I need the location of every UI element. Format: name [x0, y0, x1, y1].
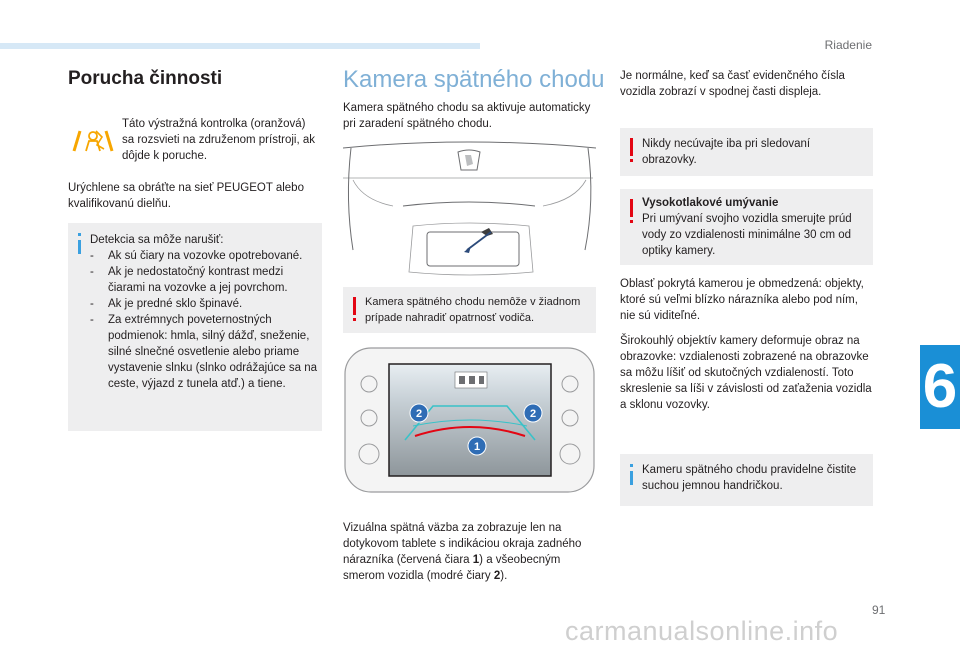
- red-line-label: 1: [473, 441, 481, 453]
- screen-caption: Vizuálna spätná väzba za zobrazuje len na dotykovom tablete s indikáciou okraja zadného nárazníka (červená čiara 1) a všeobecným smerom vozidla (modré čiary 2).: [343, 522, 582, 582]
- touchscreen-illustration: [343, 346, 596, 494]
- section-label: Riadenie: [824, 38, 872, 52]
- plate-visible-text: Je normálne, keď sa časť evidenčného čísla vozidla zobrazí v spodnej časti displeja.: [620, 70, 845, 98]
- list-item: - Ak je predné sklo špinavé.: [90, 296, 318, 312]
- warning-text: Pri umývaní svojho vozidla smerujte prúd vody zo vzdialenosti minimálne 30 cm od optiky kamery.: [642, 213, 852, 257]
- camera-intro: Kamera spätného chodu sa aktivuje automaticky pri zaradení spätného chodu.: [343, 102, 591, 130]
- chapter-number: 6: [922, 352, 958, 421]
- camera-area-text: Oblasť pokrytá kamerou je obmedzená: objekty, ktoré sú veľmi blízko nárazníka alebo pod ním, nie sú viditeľné.: [620, 278, 864, 322]
- blue-line-label-right: 2: [529, 408, 537, 420]
- warning-box-camera: [343, 287, 596, 333]
- watermark-logo: carmanualsonline.info: [565, 616, 839, 646]
- car-rear-illustration: [343, 140, 596, 280]
- section-title-fault: Porucha činnosti: [68, 68, 223, 89]
- info-text: Kameru spätného chodu pravidelne čistite suchou jemnou handričkou.: [642, 464, 857, 492]
- warning-box-screen: [620, 128, 873, 176]
- detection-list: [90, 248, 318, 392]
- warning-title: Vysokotlakové umývanie: [642, 197, 779, 209]
- warning-text: Nikdy necúvajte iba pri sledovaní obrazovky.: [642, 138, 811, 166]
- info-title: Detekcia sa môže narušiť:: [90, 234, 224, 246]
- lamp-description: Táto výstražná kontrolka (oranžová) sa rozsvieti na združenom prístroji, ak dôjde k poruche.: [122, 118, 316, 162]
- blue-line-label-left: 2: [415, 408, 423, 420]
- page-number: 91: [872, 603, 886, 617]
- info-box-detection: [68, 223, 322, 431]
- top-accent-bar: [0, 43, 480, 49]
- section-title-camera: Kamera spätného chodu: [343, 66, 605, 93]
- warning-text: Kamera spätného chodu nemôže v žiadnom prípade nahradiť opatrnosť vodiča.: [365, 296, 581, 324]
- wide-angle-text: Širokouhlý objektív kamery deformuje obraz na obrazovke: vzdialenosti zobrazené na obrazovke sa môžu líšiť od skutočných vzdialeností. Toto skreslenie sa líši v závislosti od zaťaženia vozidla a sklonu vozovky.: [620, 335, 872, 411]
- warning-box-washing: [620, 189, 873, 265]
- list-item: - Ak sú čiary na vozovke opotrebované.: [90, 248, 318, 264]
- lane-warning-lamp-icon: [72, 127, 114, 153]
- list-item: - Ak je nedostatočný kontrast medzi čiarami na vozovke a jej povrchom.: [90, 264, 318, 296]
- contact-dealer-text: Urýchlene sa obráťte na sieť PEUGEOT alebo kvalifikovanú dielňu.: [68, 182, 304, 210]
- list-item: - Za extrémnych poveternostných podmienok: hmla, silný dážď, sneženie, silné slnečné osvetlenie alebo priame vystavenie slnku (slnko odrážajúce sa na ceste, výjazd z tunela atď.) a tiene.: [90, 312, 318, 392]
- info-box-cleaning: [620, 454, 873, 506]
